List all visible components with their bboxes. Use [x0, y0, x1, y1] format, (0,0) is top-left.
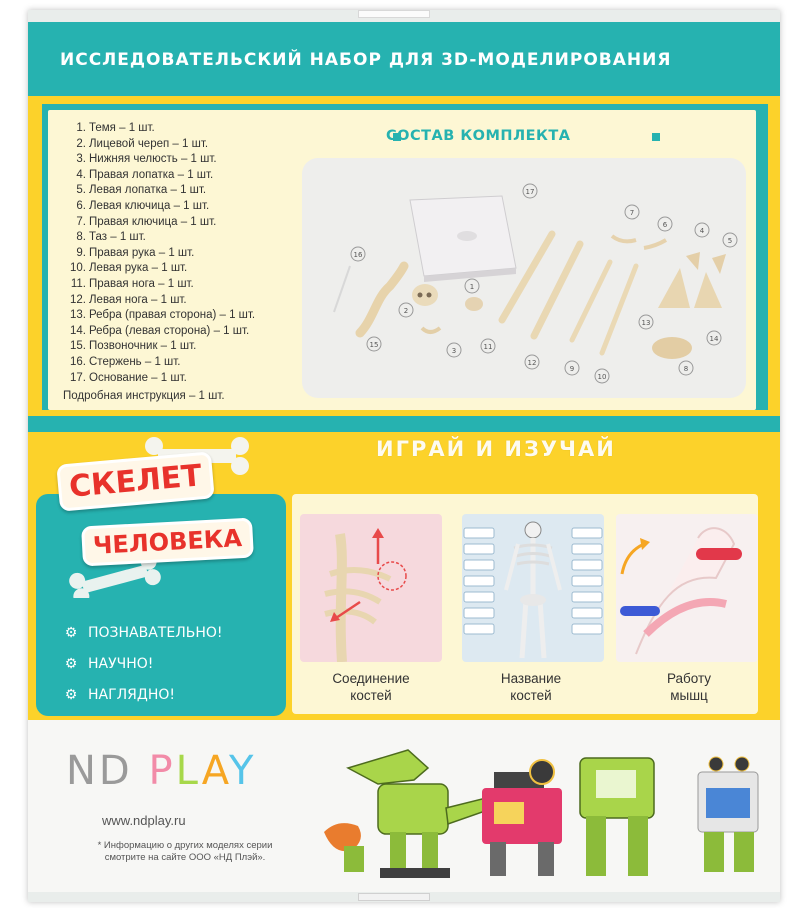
arm-part: [602, 266, 636, 353]
list-item: 6. Левая ключица – 1 шт.: [76, 199, 210, 212]
list-item: 15. Позвоночник – 1 шт.: [70, 340, 197, 353]
svg-text:9: 9: [569, 365, 575, 373]
svg-text:12: 12: [527, 359, 537, 367]
list-item: 5. Левая лопатка – 1 шт.: [76, 184, 207, 197]
list-item: 11. Правая нога – 1 шт.: [70, 277, 194, 290]
rod-part: [334, 266, 350, 312]
svg-text:7: 7: [629, 209, 635, 217]
list-item: 13. Ребра (правая сторона) – 1 шт.: [70, 309, 256, 322]
svg-text:17: 17: [525, 188, 535, 196]
svg-text:15: 15: [369, 341, 379, 349]
jaw-part: [422, 328, 440, 332]
list-item: ⚙ ПОЗНАВАТЕЛЬНО!: [64, 618, 223, 649]
list-item: 2. Лицевой череп – 1 шт.: [76, 137, 209, 150]
brand-logo: ND PLAY: [66, 748, 257, 794]
features-list: [64, 618, 223, 711]
illustration-caption: Соединение костей: [332, 671, 410, 703]
svg-text:1: 1: [469, 283, 475, 291]
section-separator: [28, 416, 780, 432]
gear-icon: ⚙: [64, 656, 78, 672]
play-section-title: ИГРАЙ И ИЗУЧАЙ: [376, 437, 616, 461]
list-item: 16. Стержень – 1 шт.: [70, 355, 181, 368]
gear-icon: ⚙: [64, 687, 78, 703]
clavicle-part: [612, 236, 636, 241]
bone-decoration-icon: [68, 560, 163, 598]
list-item: 4. Правая лопатка – 1 шт.: [76, 168, 214, 181]
list-item: 9. Правая рука – 1 шт.: [76, 246, 195, 259]
skull-part: [412, 284, 438, 306]
gear-icon: ⚙: [64, 625, 78, 641]
svg-text:5: 5: [727, 237, 733, 245]
scapula-part: [712, 254, 726, 274]
parts-list: [62, 121, 255, 386]
svg-text:2: 2: [403, 307, 409, 315]
svg-text:4: 4: [699, 227, 705, 235]
square-bullet-icon: [652, 133, 660, 141]
bone-names-illustration: [462, 514, 604, 662]
robot-kits-photo: [318, 728, 772, 890]
scapula-part: [686, 252, 700, 270]
svg-text:3: 3: [451, 347, 457, 355]
instructions-line: Подробная инструкция – 1 шт.: [63, 390, 225, 402]
list-item: 17. Основание – 1 шт.: [70, 371, 187, 384]
list-item: ⚙ НАУЧНО!: [64, 649, 223, 680]
illustration-caption: Работу мышц: [666, 671, 712, 703]
svg-text:14: 14: [709, 335, 719, 343]
box-top-flap: [358, 10, 430, 18]
kit-parts-photo: [302, 158, 746, 398]
arm-part: [572, 262, 610, 340]
list-item: 1. Темя – 1 шт.: [76, 122, 155, 134]
clavicle-part: [644, 240, 666, 248]
product-logo-line2: ЧЕЛОВЕКА: [81, 518, 254, 567]
muscles-illustration: [616, 514, 758, 662]
illustration-caption: Название костей: [500, 671, 562, 703]
svg-text:6: 6: [662, 221, 668, 229]
svg-text:10: 10: [597, 373, 607, 381]
list-item: 8. Таз – 1 шт.: [76, 231, 146, 244]
header-title: ИССЛЕДОВАТЕЛЬСКИЙ НАБОР ДЛЯ 3D-МОДЕЛИРОВАНИЯ: [60, 50, 672, 70]
ribs-part: [658, 268, 690, 308]
list-item: 7. Правая ключица – 1 шт.: [76, 215, 217, 228]
contents-title: СОСТАВ КОМПЛЕКТА: [386, 128, 571, 144]
bone-joint-illustration: [300, 514, 442, 662]
svg-text:13: 13: [641, 319, 651, 327]
list-item: 3. Нижняя челюсть – 1 шт.: [76, 153, 217, 166]
pelvis-part: [652, 337, 692, 359]
info-note: * Информацию о других моделях серии смотрите на сайте ООО «НД Плэй».: [97, 840, 273, 863]
list-item: 12. Левая нога – 1 шт.: [70, 293, 187, 306]
spine-part: [360, 266, 404, 333]
svg-text:11: 11: [483, 343, 493, 351]
svg-text:16: 16: [353, 251, 363, 259]
list-item: 14. Ребра (левая сторона) – 1 шт.: [70, 324, 250, 337]
list-item: 10. Левая рука – 1 шт.: [70, 262, 188, 275]
cranium-part: [465, 297, 483, 311]
svg-text:8: 8: [683, 365, 689, 373]
ribs-part: [694, 272, 722, 308]
box-bottom-flap: [358, 893, 430, 901]
website-url: www.ndplay.ru: [102, 813, 186, 828]
product-logo-line1: СКЕЛЕТ: [56, 451, 214, 511]
stand-socket: [457, 231, 477, 241]
list-item: ⚙ НАГЛЯДНО!: [64, 680, 223, 711]
